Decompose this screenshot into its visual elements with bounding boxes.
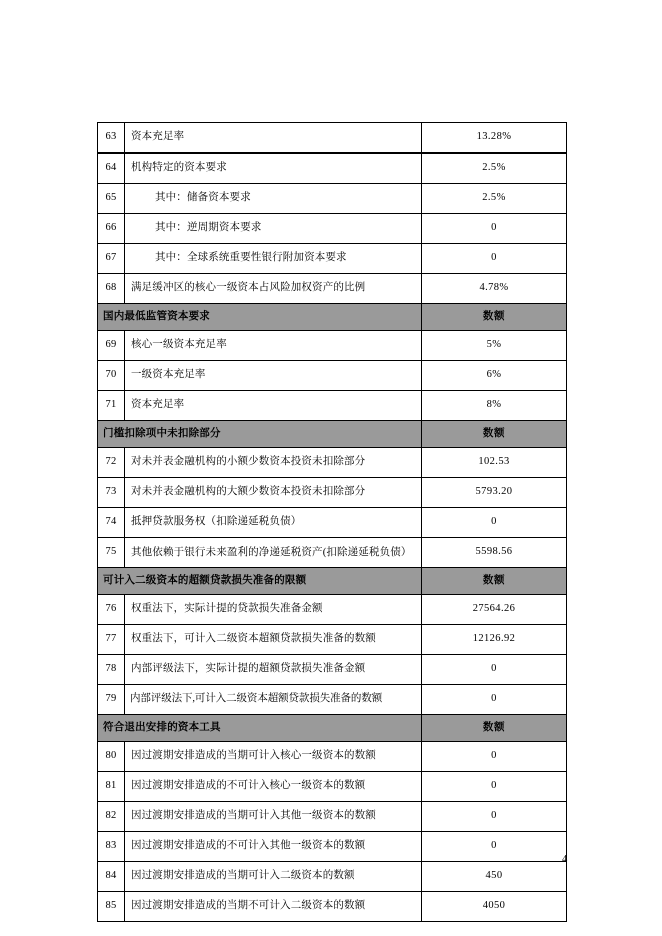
section-header-label: 可计入二级资本的超额贷款损失准备的限额 — [98, 568, 422, 595]
table-row — [98, 625, 567, 655]
section-header-value-label: 数额 — [422, 304, 567, 331]
row-label: 因过渡期安排造成的当期可计入其他一级资本的数额 — [125, 802, 422, 832]
row-value: 4050 — [422, 892, 567, 922]
row-value: 0 — [422, 685, 567, 715]
table-row — [98, 595, 567, 625]
row-number: 66 — [98, 214, 125, 244]
row-label: 抵押贷款服务权（扣除递延税负债） — [125, 508, 422, 538]
row-value: 0 — [422, 655, 567, 685]
table-row — [98, 772, 567, 802]
row-number: 78 — [98, 655, 125, 685]
row-number: 77 — [98, 625, 125, 655]
row-label: 其中：全球系统重要性银行附加资本要求 — [125, 244, 422, 274]
row-label: 因过渡期安排造成的不可计入其他一级资本的数额 — [125, 832, 422, 862]
table-row — [98, 832, 567, 862]
row-value: 6% — [422, 361, 567, 391]
table-row — [98, 331, 567, 361]
section-header-row — [98, 715, 567, 742]
table-row — [98, 802, 567, 832]
row-label: 对未并表金融机构的小额少数资本投资未扣除部分 — [125, 448, 422, 478]
section-header-row — [98, 421, 567, 448]
table-row — [98, 153, 567, 184]
table-row — [98, 508, 567, 538]
page-number: 4 — [562, 854, 568, 865]
row-value: 12126.92 — [422, 625, 567, 655]
row-label: 因过渡期安排造成的当期可计入核心一级资本的数额 — [125, 742, 422, 772]
section-header-value-label: 数额 — [422, 421, 567, 448]
row-number: 67 — [98, 244, 125, 274]
row-number: 75 — [98, 538, 125, 568]
row-number: 70 — [98, 361, 125, 391]
table-body — [98, 123, 567, 922]
row-number: 83 — [98, 832, 125, 862]
row-number: 76 — [98, 595, 125, 625]
row-label: 权重法下，可计入二级资本超额贷款损失准备的数额 — [125, 625, 422, 655]
row-label: 资本充足率 — [125, 391, 422, 421]
row-value: 0 — [422, 214, 567, 244]
row-label: 因过渡期安排造成的不可计入核心一级资本的数额 — [125, 772, 422, 802]
table-row — [98, 184, 567, 214]
row-value: 13.28% — [422, 123, 567, 154]
table-row — [98, 123, 567, 154]
row-number: 84 — [98, 862, 125, 892]
row-number: 65 — [98, 184, 125, 214]
section-header-label: 符合退出安排的资本工具 — [98, 715, 422, 742]
row-value: 5793.20 — [422, 478, 567, 508]
row-label: 因过渡期安排造成的当期不可计入二级资本的数额 — [125, 892, 422, 922]
table-row — [98, 244, 567, 274]
section-header-label: 国内最低监管资本要求 — [98, 304, 422, 331]
row-number: 68 — [98, 274, 125, 304]
table-row — [98, 274, 567, 304]
row-value: 0 — [422, 742, 567, 772]
row-label: 权重法下，实际计提的贷款损失准备金额 — [125, 595, 422, 625]
table-row — [98, 685, 567, 715]
row-value: 2.5% — [422, 184, 567, 214]
table-row — [98, 391, 567, 421]
row-label: 内部评级法下,可计入二级资本超额贷款损失准备的数额 — [125, 685, 422, 715]
table-row — [98, 478, 567, 508]
row-number: 69 — [98, 331, 125, 361]
row-label: 核心一级资本充足率 — [125, 331, 422, 361]
row-number: 72 — [98, 448, 125, 478]
section-header-value-label: 数额 — [422, 715, 567, 742]
row-value: 5598.56 — [422, 538, 567, 568]
row-value: 8% — [422, 391, 567, 421]
table-row — [98, 655, 567, 685]
row-value: 450 — [422, 862, 567, 892]
row-number: 71 — [98, 391, 125, 421]
table-row — [98, 538, 567, 568]
table-row — [98, 448, 567, 478]
row-label: 其他依赖于银行未来盈利的净递延税资产(扣除递延税负债） — [125, 538, 422, 568]
row-number: 80 — [98, 742, 125, 772]
table-row — [98, 862, 567, 892]
row-number: 79 — [98, 685, 125, 715]
row-value: 0 — [422, 772, 567, 802]
row-value: 102.53 — [422, 448, 567, 478]
row-number: 73 — [98, 478, 125, 508]
row-label: 资本充足率 — [125, 123, 422, 154]
row-label: 满足缓冲区的核心一级资本占风险加权资产的比例 — [125, 274, 422, 304]
row-label: 对未并表金融机构的大额少数资本投资未扣除部分 — [125, 478, 422, 508]
section-header-label: 门槛扣除项中未扣除部分 — [98, 421, 422, 448]
section-header-row — [98, 568, 567, 595]
row-number: 74 — [98, 508, 125, 538]
row-number: 85 — [98, 892, 125, 922]
table-row — [98, 214, 567, 244]
capital-adequacy-table — [97, 122, 567, 922]
table-row — [98, 361, 567, 391]
row-label: 一级资本充足率 — [125, 361, 422, 391]
table-row — [98, 892, 567, 922]
row-number: 64 — [98, 153, 125, 184]
row-value: 0 — [422, 802, 567, 832]
row-label: 其中：储备资本要求 — [125, 184, 422, 214]
row-label: 机构特定的资本要求 — [125, 153, 422, 184]
section-header-row — [98, 304, 567, 331]
row-value: 2.5% — [422, 153, 567, 184]
row-value: 0 — [422, 508, 567, 538]
row-value: 5% — [422, 331, 567, 361]
row-number: 82 — [98, 802, 125, 832]
row-value: 4.78% — [422, 274, 567, 304]
table-row — [98, 742, 567, 772]
row-label: 内部评级法下，实际计提的超额贷款损失准备金额 — [125, 655, 422, 685]
section-header-value-label: 数额 — [422, 568, 567, 595]
row-number: 63 — [98, 123, 125, 154]
row-number: 81 — [98, 772, 125, 802]
row-label: 其中：逆周期资本要求 — [125, 214, 422, 244]
row-value: 0 — [422, 832, 567, 862]
row-value: 0 — [422, 244, 567, 274]
row-label: 因过渡期安排造成的当期可计入二级资本的数额 — [125, 862, 422, 892]
row-value: 27564.26 — [422, 595, 567, 625]
